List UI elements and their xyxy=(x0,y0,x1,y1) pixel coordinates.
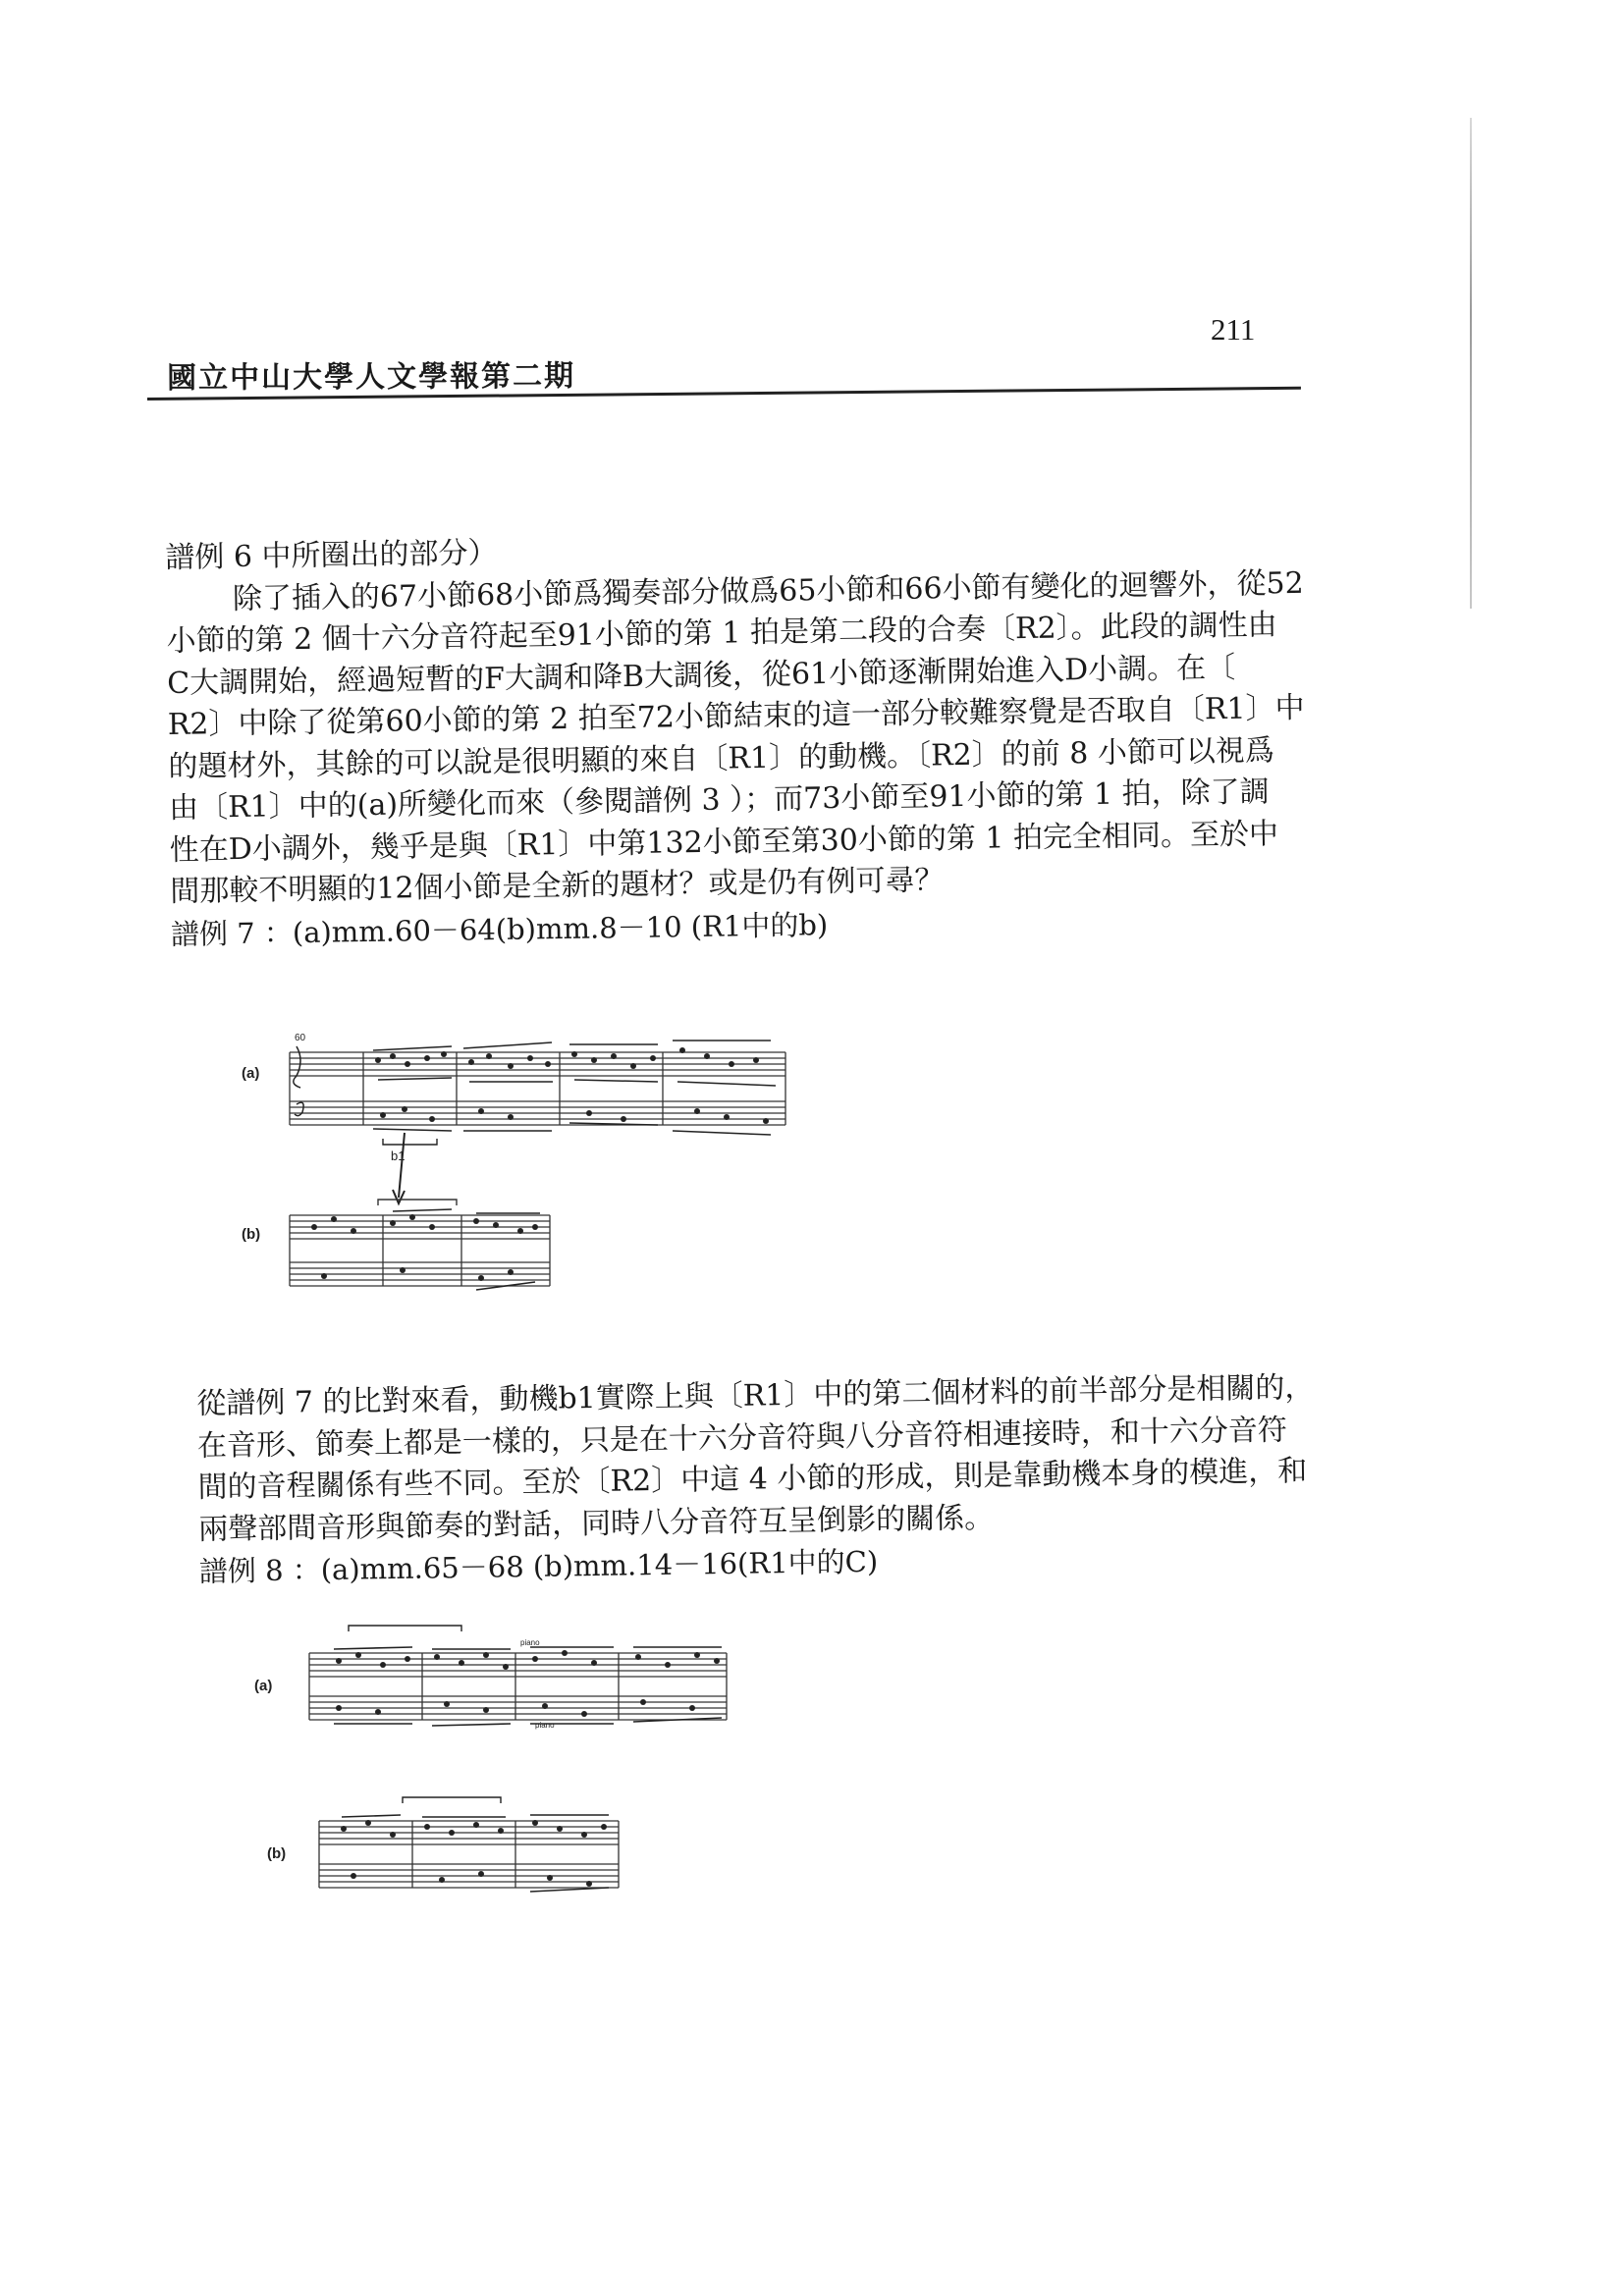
body-text-block-2 xyxy=(196,1367,1317,1592)
page-number: 211 xyxy=(1211,312,1256,347)
example7-caption: 譜例 7 ：(a)mm.60－64(b)mm.8－10 (R1中的b) xyxy=(170,907,829,951)
dynamic-marking-lower: piano xyxy=(535,1721,555,1730)
intro-line: 譜例 6 中所圈出的部分） xyxy=(165,535,498,575)
example8-score-a xyxy=(250,1610,741,1737)
staff-system xyxy=(290,1052,785,1125)
paragraph1-line: 的題材外，其餘的可以說是很明顯的來自〔R1〕的動機。〔R2〕的前 8 小節可以視爲 xyxy=(168,732,1275,784)
paragraph2-line: 從譜例 7 的比對來看，動機b1實際上與〔R1〕中的第二個材料的前半部分是相關的， xyxy=(196,1370,1315,1421)
paragraph2-line: 間的音程關係有些不同。至於〔R2〕中這 4 小節的形成，則是靠動機本身的模進，和 xyxy=(197,1454,1308,1505)
paragraph1-line: R2〕中除了從第60小節的第 2 拍至72小節結束的這一部分較難察覺是否取自〔R1〕中 xyxy=(167,690,1305,742)
paragraph1-line: 間那較不明顯的12個小節是全新的題材？或是仍有例可尋？ xyxy=(170,863,945,909)
example7-score-b xyxy=(236,1198,560,1315)
example8-caption: 譜例 8 ：(a)mm.65－68 (b)mm.14－16(R1中的C) xyxy=(198,1544,879,1588)
paragraph2-line: 兩聲部間音形與節奏的對話，同時八分音符互呈倒影的關係。 xyxy=(197,1500,995,1547)
paragraph1-line: 由〔R1〕中的(a)所變化而來（參閱譜例 3 ）；而73小節至91小節的第 1 拍，除了調 xyxy=(168,774,1270,826)
example7-label-b: (b) xyxy=(242,1226,261,1243)
paragraph1-line: 小節的第 2 個十六分音符起至91小節的第 1 拍是第二段的合奏〔R2〕。此段的調性由 xyxy=(166,608,1277,659)
note-clusters xyxy=(294,1041,776,1135)
example7-measure-number: 60 xyxy=(295,1033,306,1043)
comparison-arrow xyxy=(373,1129,432,1207)
example7-motif-label: b1 xyxy=(391,1148,406,1163)
example7-label-a: (a) xyxy=(242,1065,260,1082)
scan-binding-edge xyxy=(1470,118,1472,609)
paragraph2-line: 在音形、節奏上都是一樣的，只是在十六分音符與八分音符相連接時，和十六分音符 xyxy=(196,1413,1288,1464)
paragraph1-line: 性在D小調外，幾乎是與〔R1〕中第132小節至第30小節的第 1 拍完全相同。至於中 xyxy=(169,816,1279,868)
example7-score-a xyxy=(236,1021,805,1168)
paragraph1-line: 除了插入的67小節68小節爲獨奏部分做爲65小節和66小節有變化的迴響外，從52 xyxy=(232,565,1304,616)
journal-title: 國立中山大學人文學報第二期 xyxy=(167,358,576,396)
example8-label-b: (b) xyxy=(267,1845,287,1862)
example8-score-b xyxy=(255,1782,628,1899)
body-text-block-1 xyxy=(165,521,1309,955)
paragraph1-line: C大調開始，經過短暫的F大調和降B大調後，從61小節逐漸開始進入D小調。在〔 xyxy=(166,650,1236,701)
example8-label-a: (a) xyxy=(254,1678,273,1694)
dynamic-marking-upper: piano xyxy=(520,1638,540,1647)
